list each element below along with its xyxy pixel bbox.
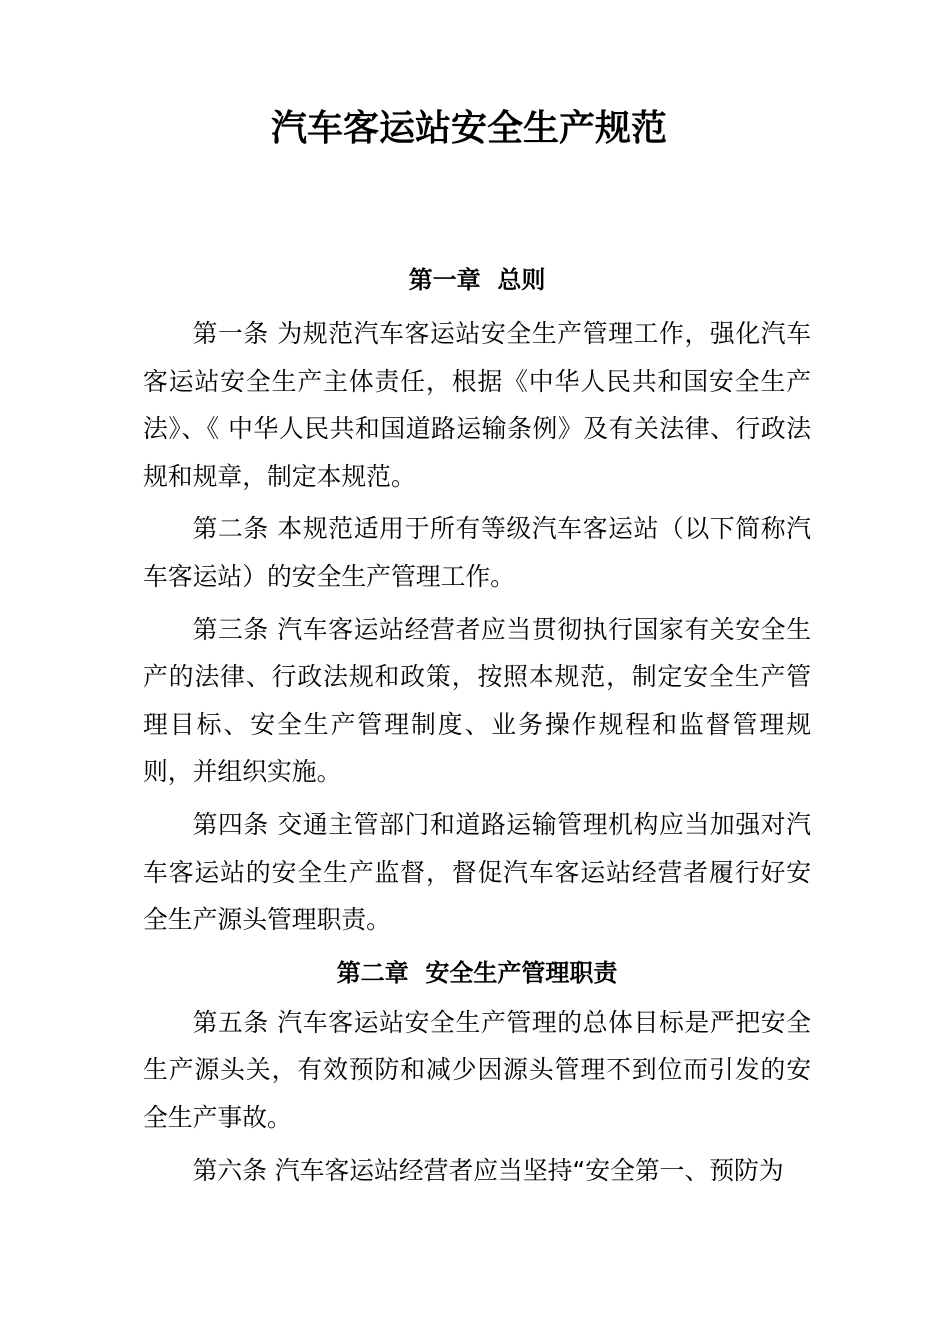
- article-paragraph: 第三条 汽车客运站经营者应当贯彻执行国家有关安全生产的法律、行政法规和政策，按照本规范，制定安全生产管理目标、安全生产管理制度、业务操作规程和监督管理规则，并组织实施。: [143, 614, 811, 787]
- article-paragraph: 第四条 交通主管部门和道路运输管理机构应当加强对汽车客运站的安全生产监督，督促汽车客运站经营者履行好安全生产源头管理职责。: [143, 809, 811, 935]
- document-title: 汽车客运站安全生产规范: [270, 108, 667, 149]
- document-body: [143, 256, 811, 1199]
- article-paragraph: 第二条 本规范适用于所有等级汽车客运站（以下简称汽车客运站）的安全生产管理工作。: [143, 514, 811, 591]
- article-paragraph: 第六条 汽车客运站经营者应当坚持“安全第一、预防为: [192, 1155, 784, 1185]
- article-paragraph: 第一条 为规范汽车客运站安全生产管理工作，强化汽车客运站安全生产主体责任，根据《中华人民共和国安全生产法》、《 中华人民共和国道路运输条例》及有关法律、行政法规和规章，制定本规范。: [143, 319, 811, 491]
- chapter-heading: 第二章 安全生产管理职责: [336, 958, 618, 987]
- article-paragraph: 第五条 汽车客运站安全生产管理的总体目标是严把安全生产源头关，有效预防和减少因源头管理不到位而引发的安全生产事故。: [143, 1007, 811, 1132]
- chapter-heading: 第一章 总则: [408, 266, 546, 294]
